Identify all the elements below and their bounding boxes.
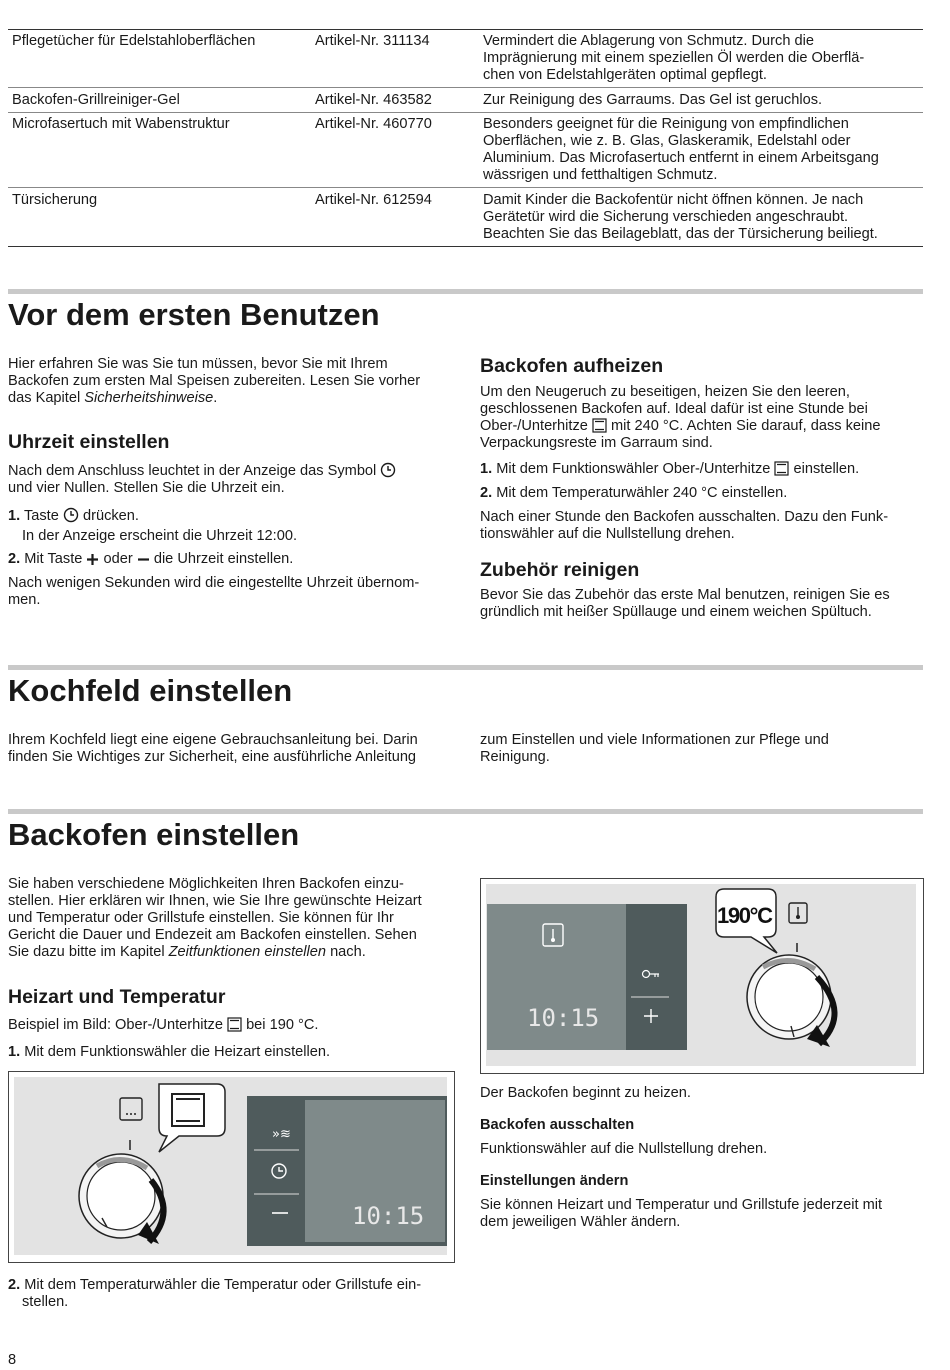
top-bottom-heat-icon — [227, 1017, 242, 1032]
temperature-knob[interactable] — [747, 943, 835, 1047]
subsection-title: Zubehör reinigen — [480, 559, 640, 581]
subsection-title: Uhrzeit einstellen — [8, 431, 170, 453]
subsection-title: Backofen aufheizen — [480, 355, 664, 377]
table-cell-name: Microfasertuch mit Wabenstruktur — [12, 116, 230, 132]
step-item: 2. Mit dem Temperaturwähler 240 °C einstellen. — [480, 485, 788, 501]
display-time: 10:15 — [352, 1202, 425, 1230]
plus-icon — [86, 553, 99, 566]
table-cell-article: Artikel-Nr. 311134 — [315, 33, 430, 49]
function-knob[interactable] — [79, 1140, 164, 1244]
temperature-selector-illustration — [481, 879, 923, 1073]
step-item: 1. Mit dem Funktionswähler Ober-/Unterhitze einstellen. — [480, 461, 860, 477]
oven-display — [247, 1096, 447, 1246]
temperature-value: 190°C — [717, 903, 773, 928]
display-time: 10:15 — [527, 1004, 600, 1032]
table-cell-desc: Zur Reinigung des Garraums. Das Gel ist geruchlos. — [483, 92, 823, 108]
step-result: In der Anzeige erscheint die Uhrzeit 12:00. — [22, 528, 298, 544]
section-divider — [8, 289, 923, 294]
clock-end-paragraph: Nach wenigen Sekunden wird die eingestellte Uhrzeit übernom- men. — [8, 575, 420, 608]
example-paragraph: Beispiel im Bild: Ober-/Unterhitze bei 190 °C. — [8, 1017, 319, 1033]
oven-intro-paragraph: Sie haben verschiedene Möglichkeiten Ihren Backofen einzu- stellen. Hier erklären wir Ihnen, wie Sie Ihre gewünschte Heizart und Temperatur oder Grillstufe einstellen. Sie können für Ihr Gericht die Dauer und Endezeit am Backofen einstellen. Sehen Sie dazu bitte im Kapitel Zeitfunktionen einstellen nach. — [8, 876, 422, 960]
clock-icon — [380, 462, 396, 478]
hob-paragraph-left: Ihrem Kochfeld liegt eine eigene Gebrauchsanleitung bei. Darin finden Sie Wichtiges zur Sicherheit, eine ausführliche Anleitung — [8, 732, 418, 765]
intro-paragraph: Hier erfahren Sie was Sie tun müssen, bevor Sie mit Ihrem Backofen zum ersten Mal Speisen zubereiten. Lesen Sie vorher das Kapitel Sicherheitshinweise. — [8, 356, 421, 406]
preheat-paragraph: Um den Neugeruch zu beseitigen, heizen Sie den leeren, geschlossenen Backofen auf. Ideal dafür ist eine Stunde bei Ober-/Unterhitze mit 240 °C. Achten Sie darauf, dass keine Verpackungsreste im Garraum sind. — [480, 384, 881, 451]
function-selector-illustration — [9, 1072, 454, 1262]
temperature-bubble — [716, 889, 777, 953]
step-item: 1. Taste drücken. — [8, 508, 139, 524]
preheat-end-paragraph: Nach einer Stunde den Backofen ausschalten. Dazu den Funk- tionswähler auf die Nullstellung drehen. — [480, 509, 889, 542]
table-cell-article: Artikel-Nr. 460770 — [315, 116, 432, 132]
step-item: 2. Mit dem Temperaturwähler die Temperatur oder Grillstufe ein- stellen. — [8, 1277, 422, 1310]
table-cell-desc: Vermindert die Ablagerung von Schmutz. Durch die Imprägnierung mit einem speziellen Öl werden die Oberflä- chen von Edelstahlgeräten optimal gepflegt. — [483, 33, 865, 83]
page-number: 8 — [8, 1352, 17, 1368]
rapid-heat-icon: »≋ — [272, 1127, 291, 1142]
top-bottom-heat-icon — [774, 461, 789, 476]
section-title: Vor dem ersten Benutzen — [8, 297, 380, 332]
change-settings-text: Sie können Heizart und Temperatur und Grillstufe jederzeit mit dem jeweiligen Wähler ändern. — [480, 1197, 883, 1230]
table-rule — [8, 29, 923, 30]
table-cell-desc: Damit Kinder die Backofentür nicht öffnen können. Je nach Gerätetür wird die Sicherung verschieden angeschraubt. Beachten Sie das Beilageblatt, das der Türsicherung beiliegt. — [483, 192, 878, 242]
function-selector-figure — [8, 1071, 455, 1263]
table-rule — [8, 112, 923, 113]
function-icon-small — [120, 1098, 142, 1120]
temperature-selector-figure — [480, 878, 924, 1074]
table-rule — [8, 246, 923, 247]
step-item: 2. Mit Taste oder die Uhrzeit einstellen. — [8, 551, 294, 567]
clock-icon — [63, 507, 79, 523]
table-cell-article: Artikel-Nr. 463582 — [315, 92, 432, 108]
function-bubble — [159, 1084, 225, 1152]
table-cell-article: Artikel-Nr. 612594 — [315, 192, 432, 208]
step-item: 1. Mit dem Funktionswähler die Heizart einstellen. — [8, 1044, 331, 1060]
table-cell-desc: Besonders geeignet für die Reinigung von empfindlichen Oberflächen, wie z. B. Glas, Glaskeramik, Edelstahl oder Aluminium. Das Microfasertuch entfernt in einem Arbeitsgang wässrigen und fetthaltigen Schmutz. — [483, 116, 879, 183]
section-title: Kochfeld einstellen — [8, 673, 293, 708]
thermometer-icon — [789, 903, 807, 923]
subsection-title: Heizart und Temperatur — [8, 986, 226, 1008]
accessory-paragraph: Bevor Sie das Zubehör das erste Mal benutzen, reinigen Sie es gründlich mit heißer Spüllauge und einem weichen Spültuch. — [480, 587, 890, 620]
minus-icon — [137, 553, 150, 566]
table-rule — [8, 87, 923, 88]
minor-heading: Backofen ausschalten — [480, 1117, 635, 1133]
section-title: Backofen einstellen — [8, 817, 300, 852]
table-cell-name: Türsicherung — [12, 192, 98, 208]
hob-paragraph-right: zum Einstellen und viele Informationen zur Pflege und Reinigung. — [480, 732, 829, 765]
switch-off-text: Funktionswähler auf die Nullstellung drehen. — [480, 1141, 768, 1157]
heating-starts-text: Der Backofen beginnt zu heizen. — [480, 1085, 691, 1101]
top-bottom-heat-icon — [592, 418, 607, 433]
table-rule — [8, 187, 923, 188]
section-divider — [8, 665, 923, 670]
table-cell-name: Pflegetücher für Edelstahloberflächen — [12, 33, 256, 49]
table-cell-name: Backofen-Grillreiniger-Gel — [12, 92, 180, 108]
oven-display — [487, 904, 687, 1050]
minor-heading: Einstellungen ändern — [480, 1173, 629, 1189]
clock-paragraph: Nach dem Anschluss leuchtet in der Anzeige das Symbol und vier Nullen. Stellen Sie die Uhrzeit ein. — [8, 462, 458, 497]
section-divider — [8, 809, 923, 814]
